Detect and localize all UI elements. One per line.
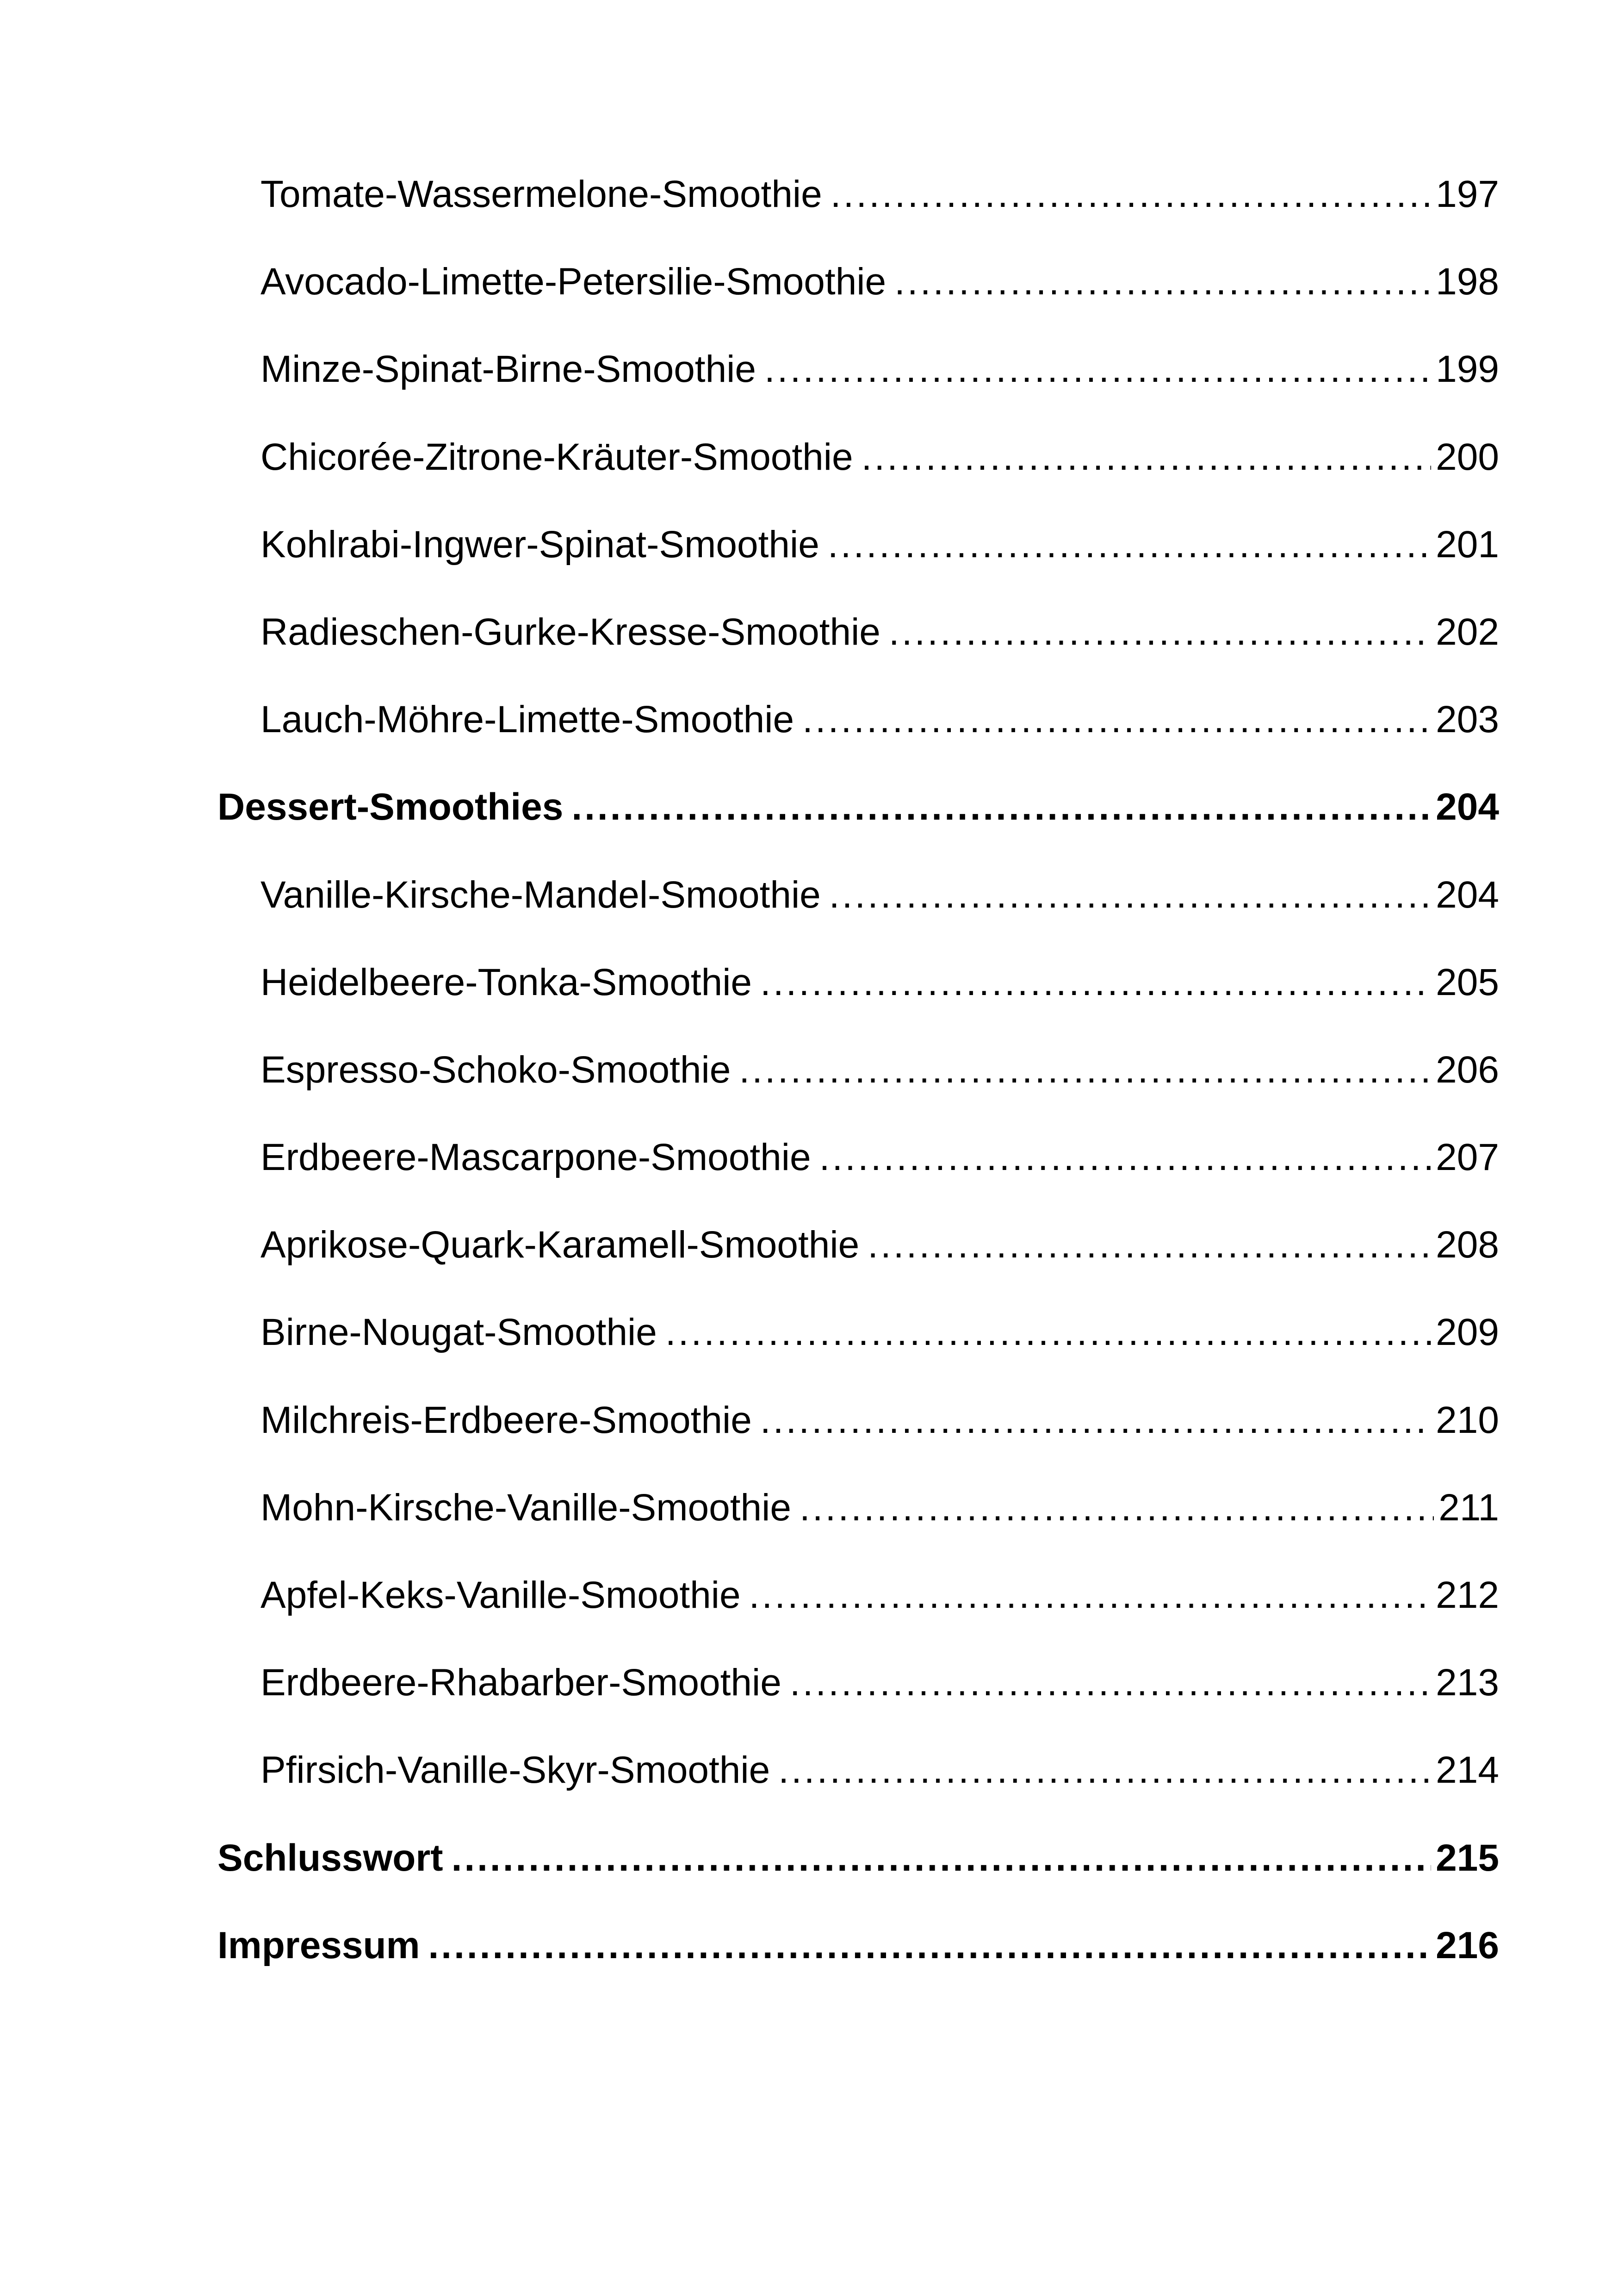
toc-dot-leader xyxy=(452,1823,1432,1893)
toc-entry-title: Minze-Spinat-Birne-Smoothie xyxy=(260,348,756,391)
toc-entry-title: Radieschen-Gurke-Kresse-Smoothie xyxy=(260,610,880,653)
toc-section-heading[interactable] xyxy=(217,1911,1499,1998)
toc-page-number: 216 xyxy=(1436,1924,1499,1966)
toc-page-number: 215 xyxy=(1436,1836,1499,1879)
toc-dot-leader xyxy=(831,160,1431,229)
toc-page-number: 212 xyxy=(1436,1574,1499,1616)
toc-dot-leader xyxy=(790,1648,1431,1717)
toc-entry-title: Milchreis-Erdbeere-Smoothie xyxy=(260,1399,752,1441)
toc-dot-leader xyxy=(428,1911,1432,1980)
toc-dot-leader xyxy=(894,247,1431,317)
toc-entry[interactable] xyxy=(217,1473,1499,1561)
toc-page-number: 198 xyxy=(1436,261,1499,303)
toc-page-number: 204 xyxy=(1436,786,1499,828)
toc-dot-leader xyxy=(760,948,1431,1017)
toc-entry[interactable] xyxy=(217,1123,1499,1210)
toc-entry[interactable] xyxy=(217,1298,1499,1385)
toc-entry-title: Vanille-Kirsche-Mandel-Smoothie xyxy=(260,873,821,916)
toc-dot-leader xyxy=(802,685,1431,754)
toc-page-number: 202 xyxy=(1436,610,1499,653)
toc-page-number: 205 xyxy=(1436,961,1499,1003)
table-of-contents xyxy=(217,160,1499,1998)
toc-entry-title: Birne-Nougat-Smoothie xyxy=(260,1311,657,1354)
toc-entry-title: Erdbeere-Rhabarber-Smoothie xyxy=(260,1661,781,1704)
toc-entry[interactable] xyxy=(217,1035,1499,1123)
toc-page-number: 209 xyxy=(1436,1311,1499,1354)
toc-entry-title: Chicorée-Zitrone-Kräuter-Smoothie xyxy=(260,436,853,478)
toc-dot-leader xyxy=(800,1473,1434,1543)
toc-page-number: 207 xyxy=(1436,1136,1499,1179)
toc-page-number: 200 xyxy=(1436,436,1499,478)
toc-dot-leader xyxy=(778,1736,1431,1805)
toc-page-number: 208 xyxy=(1436,1224,1499,1266)
toc-entry-title: Espresso-Schoko-Smoothie xyxy=(260,1048,731,1091)
toc-entry-title: Pfirsich-Vanille-Skyr-Smoothie xyxy=(260,1749,770,1792)
toc-entry-title: Heidelbeere-Tonka-Smoothie xyxy=(260,961,752,1003)
toc-page-number: 203 xyxy=(1436,698,1499,741)
toc-entry-title: Kohlrabi-Ingwer-Spinat-Smoothie xyxy=(260,523,819,566)
toc-page-number: 204 xyxy=(1436,873,1499,916)
toc-entry[interactable] xyxy=(217,335,1499,422)
toc-page-number: 201 xyxy=(1436,523,1499,566)
toc-page-number: 206 xyxy=(1436,1048,1499,1091)
toc-page-number: 197 xyxy=(1436,173,1499,215)
toc-entry[interactable] xyxy=(217,948,1499,1035)
toc-entry[interactable] xyxy=(217,247,1499,335)
toc-section-heading[interactable] xyxy=(217,1823,1499,1911)
toc-entry[interactable] xyxy=(217,1210,1499,1298)
toc-entry[interactable] xyxy=(217,1648,1499,1736)
toc-entry-title: Mohn-Kirsche-Vanille-Smoothie xyxy=(260,1486,791,1529)
toc-page-number: 199 xyxy=(1436,348,1499,391)
toc-page-number: 211 xyxy=(1438,1486,1499,1529)
toc-section-heading[interactable] xyxy=(217,772,1499,860)
toc-entry-title: Impressum xyxy=(217,1924,420,1966)
toc-entry-title: Dessert-Smoothies xyxy=(217,786,564,828)
toc-page-number: 214 xyxy=(1436,1749,1499,1792)
toc-entry[interactable] xyxy=(217,423,1499,510)
toc-page-number: 210 xyxy=(1436,1399,1499,1441)
toc-entry-title: Tomate-Wassermelone-Smoothie xyxy=(260,173,822,215)
toc-dot-leader xyxy=(862,423,1432,492)
toc-entry[interactable] xyxy=(217,510,1499,597)
toc-dot-leader xyxy=(749,1561,1432,1630)
toc-entry[interactable] xyxy=(217,685,1499,772)
toc-entry[interactable] xyxy=(217,1386,1499,1473)
toc-entry[interactable] xyxy=(217,860,1499,948)
toc-dot-leader xyxy=(739,1035,1431,1105)
toc-entry-title: Apfel-Keks-Vanille-Smoothie xyxy=(260,1574,741,1616)
toc-page-number: 213 xyxy=(1436,1661,1499,1704)
toc-dot-leader xyxy=(828,510,1431,579)
toc-entry-title: Erdbeere-Mascarpone-Smoothie xyxy=(260,1136,811,1179)
toc-entry-title: Aprikose-Quark-Karamell-Smoothie xyxy=(260,1224,860,1266)
toc-dot-leader xyxy=(760,1386,1431,1455)
toc-entry[interactable] xyxy=(217,597,1499,685)
toc-entry-title: Avocado-Limette-Petersilie-Smoothie xyxy=(260,261,886,303)
toc-dot-leader xyxy=(868,1210,1431,1280)
toc-entry-title: Lauch-Möhre-Limette-Smoothie xyxy=(260,698,794,741)
toc-entry[interactable] xyxy=(217,1561,1499,1648)
toc-entry[interactable] xyxy=(217,160,1499,247)
toc-dot-leader xyxy=(829,860,1431,930)
toc-dot-leader xyxy=(665,1298,1431,1367)
toc-dot-leader xyxy=(764,335,1431,404)
toc-entry-title: Schlusswort xyxy=(217,1836,443,1879)
toc-dot-leader xyxy=(889,597,1431,667)
toc-dot-leader xyxy=(819,1123,1432,1192)
toc-entry[interactable] xyxy=(217,1736,1499,1823)
toc-dot-leader xyxy=(571,772,1431,842)
